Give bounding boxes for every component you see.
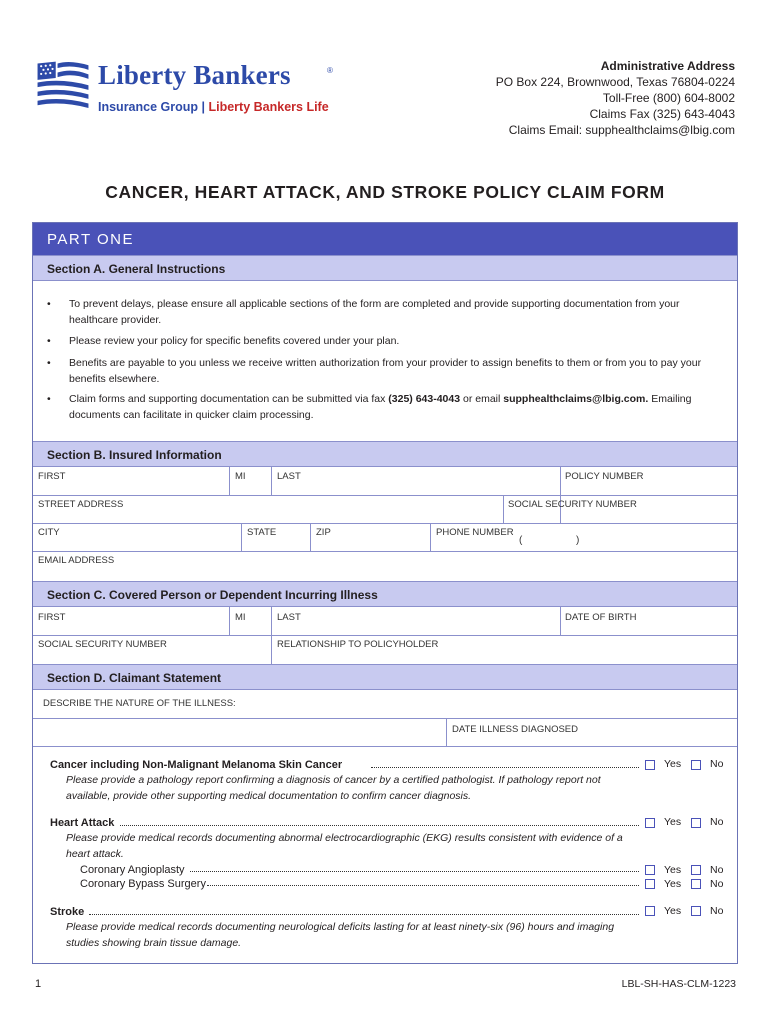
relationship-field[interactable]: RELATIONSHIP TO POLICYHOLDER <box>277 639 439 650</box>
stroke-note: Please provide medical records documenting neurological deficits lasting for at least ninety-six (96) hours and imaging studies showing brain tissue damage. <box>66 921 615 949</box>
divider <box>446 718 447 746</box>
stroke-no-label: No <box>710 905 724 917</box>
dependent-mi-field[interactable]: MI <box>235 612 246 623</box>
divider <box>560 607 561 635</box>
section-a-header <box>33 255 737 281</box>
brand-sub-1: Insurance Group <box>98 100 199 114</box>
stroke-yes-checkbox[interactable] <box>645 906 655 916</box>
divider <box>430 523 431 551</box>
bullet-icon: • <box>47 335 51 347</box>
brand-name: Liberty Bankers <box>98 60 291 90</box>
toll-free: Toll-Free (800) 604-8002 <box>602 91 735 105</box>
instruction-text: Please review your policy for specific benefits covered under your plan. <box>69 335 400 347</box>
angioplasty-label: Coronary Angioplasty <box>80 864 185 876</box>
cancer-yes-label: Yes <box>664 758 682 770</box>
street-address-field[interactable]: STREET ADDRESS <box>38 499 124 510</box>
state-field[interactable]: STATE <box>247 527 277 538</box>
divider <box>33 635 737 636</box>
divider <box>33 746 737 747</box>
insured-ssn-field[interactable]: SOCIAL SECURITY NUMBER <box>508 499 637 510</box>
email-address: supphealthclaims@lbig.com. <box>503 393 649 405</box>
heart-yes-label: Yes <box>664 816 682 828</box>
brand-subtitle <box>98 100 329 114</box>
stroke-title: Stroke <box>50 906 85 918</box>
divider <box>229 607 230 635</box>
date-of-birth-field[interactable]: DATE OF BIRTH <box>565 612 637 623</box>
divider <box>560 467 561 523</box>
policy-number-field[interactable]: POLICY NUMBER <box>565 471 644 482</box>
cancer-no-label: No <box>710 758 724 770</box>
leader-dots <box>207 878 639 886</box>
bullet-icon: • <box>47 393 51 405</box>
heart-attack-title: Heart Attack <box>50 817 115 829</box>
cancer-claim-title: Cancer including Non-Malignant Melanoma Skin Cancer <box>50 759 343 771</box>
instruction-item <box>47 392 727 424</box>
form-title: CANCER, HEART ATTACK, AND STROKE POLICY CLAIM FORM <box>105 182 665 202</box>
heart-no-checkbox[interactable] <box>691 818 701 828</box>
fax-number: (325) 643-4043 <box>388 393 461 405</box>
leader-dots <box>120 818 639 826</box>
angioplasty-yes-label: Yes <box>664 864 682 876</box>
stroke-no-checkbox[interactable] <box>691 906 701 916</box>
phone-paren-close: ) <box>576 535 580 546</box>
divider <box>503 495 504 523</box>
dependent-last-field[interactable]: LAST <box>277 612 301 623</box>
insured-email-field[interactable]: EMAIL ADDRESS <box>38 555 115 566</box>
section-b-header <box>33 441 737 467</box>
claims-email: Claims Email: supphealthclaims@lbig.com <box>508 123 735 137</box>
bypass-no-checkbox[interactable] <box>691 879 701 889</box>
heart-no-label: No <box>710 816 724 828</box>
angioplasty-yes-checkbox[interactable] <box>645 865 655 875</box>
heart-attack-note: Please provide medical records documenting abnormal electrocardiographic (EKG) results consistent with evidence of a heart attack. <box>66 832 623 860</box>
section-b-title: Section B. Insured Information <box>47 448 222 462</box>
insured-mi-field[interactable]: MI <box>235 471 246 482</box>
bullet-icon: • <box>47 357 51 369</box>
bypass-no-label: No <box>710 878 724 890</box>
instruction-4-mid: or email <box>460 393 504 405</box>
heart-yes-checkbox[interactable] <box>645 818 655 828</box>
cancer-no-checkbox[interactable] <box>691 760 701 770</box>
bypass-label: Coronary Bypass Surgery <box>80 878 206 890</box>
instruction-item <box>47 334 727 350</box>
angioplasty-no-label: No <box>710 864 724 876</box>
cancer-note: Please provide a pathology report confirming a diagnosis of cancer by a certified pathologist. If pathology report not available, provide other supporting medical documentation to confirm cancer diagnosis. <box>66 774 601 802</box>
leader-dots <box>89 907 639 915</box>
liberty-bankers-logo-icon <box>33 58 93 118</box>
dependent-first-field[interactable]: FIRST <box>38 612 66 623</box>
divider <box>229 467 230 495</box>
instruction-4-post: Emailing documents can facilitate in quicker claim processing. <box>69 393 692 421</box>
bypass-yes-checkbox[interactable] <box>645 879 655 889</box>
brand-sep: | <box>198 100 209 114</box>
phone-paren-open: ( <box>519 535 523 546</box>
illness-description-field[interactable]: DESCRIBE THE NATURE OF THE ILLNESS: <box>43 698 236 709</box>
insured-first-field[interactable]: FIRST <box>38 471 66 482</box>
part-one-label: PART ONE <box>47 231 135 248</box>
divider <box>33 523 737 524</box>
divider <box>33 495 737 496</box>
date-diagnosed-field[interactable]: DATE ILLNESS DIAGNOSED <box>452 724 578 735</box>
divider <box>241 523 242 551</box>
part-one-bar <box>33 223 737 255</box>
instruction-text <box>69 392 729 423</box>
instruction-item <box>47 297 727 329</box>
dependent-ssn-field[interactable]: SOCIAL SECURITY NUMBER <box>38 639 167 650</box>
section-c-header <box>33 581 737 607</box>
leader-dots <box>190 864 639 872</box>
leader-dots <box>371 760 639 768</box>
section-d-title: Section D. Claimant Statement <box>47 671 222 685</box>
section-c-title: Section C. Covered Person or Dependent Incurring Illness <box>47 588 378 602</box>
page-number: 1 <box>35 978 42 990</box>
divider <box>33 551 737 552</box>
section-a-title: Section A. General Instructions <box>47 262 226 276</box>
brand-sub-2: Liberty Bankers Life <box>208 100 329 114</box>
stroke-yes-label: Yes <box>664 905 682 917</box>
phone-number-field[interactable]: PHONE NUMBER <box>436 527 514 538</box>
cancer-yes-checkbox[interactable] <box>645 760 655 770</box>
form-code: LBL-SH-HAS-CLM-1223 <box>621 978 736 990</box>
address-title: Administrative Address <box>600 59 735 73</box>
instruction-4-pre: Claim forms and supporting documentation can be submitted via fax <box>69 393 389 405</box>
instruction-text: Benefits are payable to you unless we receive written authorization from your provider to assign benefits to them or from you to pay your benefits elsewhere. <box>69 357 702 385</box>
insured-last-field[interactable]: LAST <box>277 471 301 482</box>
zip-field[interactable]: ZIP <box>316 527 331 538</box>
instruction-text: To prevent delays, please ensure all applicable sections of the form are completed and provide supporting documentation from your healthcare provider. <box>69 298 680 326</box>
administrative-address <box>496 58 735 138</box>
bullet-icon: • <box>47 298 51 310</box>
registered-mark: ® <box>327 66 333 75</box>
address-line: PO Box 224, Brownwood, Texas 76804-0224 <box>495 75 735 89</box>
bypass-yes-label: Yes <box>664 878 682 890</box>
divider <box>271 607 272 664</box>
section-d-header <box>33 664 737 690</box>
claims-fax: Claims Fax (325) 643-4043 <box>589 107 735 121</box>
city-field[interactable]: CITY <box>38 527 60 538</box>
angioplasty-no-checkbox[interactable] <box>691 865 701 875</box>
divider <box>271 467 272 495</box>
divider <box>33 718 737 719</box>
instruction-item <box>47 356 727 388</box>
divider <box>310 523 311 551</box>
